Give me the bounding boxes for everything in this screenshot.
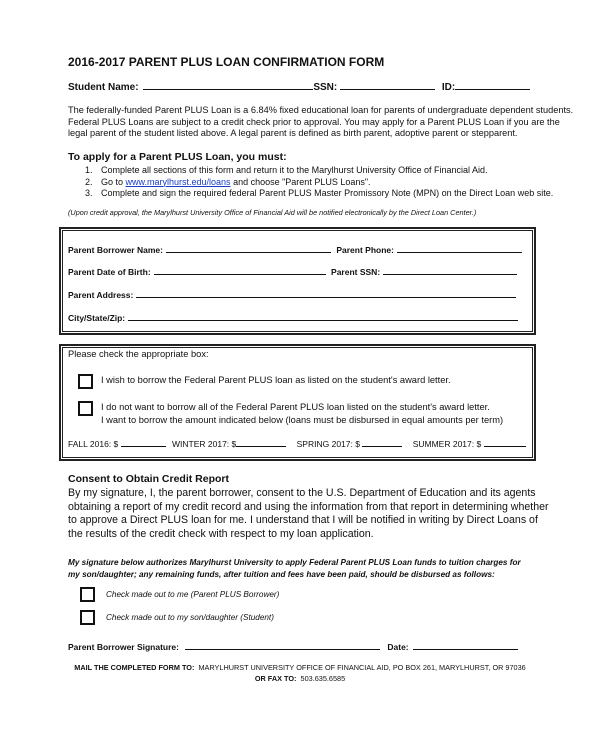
signature-field[interactable] bbox=[185, 640, 380, 650]
borrow-partial-label bbox=[101, 401, 503, 426]
signature-row bbox=[68, 640, 518, 652]
borrower-name-field[interactable] bbox=[166, 243, 331, 253]
city-label: City/State/Zip: bbox=[68, 313, 126, 323]
winter-amount-field[interactable] bbox=[236, 437, 286, 447]
parent-row-1 bbox=[68, 243, 522, 255]
fax-number: 503.635.6585 bbox=[300, 674, 346, 683]
intro-line: The federally-funded Parent PLUS Loan is a 6.84% fixed educational loan for parents of undergraduate dependent students. bbox=[68, 105, 574, 115]
check-to-parent-checkbox[interactable] bbox=[80, 587, 95, 602]
parent-address-label: Parent Address: bbox=[68, 290, 134, 300]
borrow-full-label: I wish to borrow the Federal Parent PLUS loan as listed on the student's award letter. bbox=[101, 375, 451, 385]
student-name-field[interactable] bbox=[143, 80, 313, 90]
borrower-name-label: Parent Borrower Name: bbox=[68, 245, 163, 255]
consent-line: the results of the credit check with respect to my loan application. bbox=[68, 527, 374, 540]
fall-label: FALL 2016: $ bbox=[68, 439, 119, 449]
step-text: Complete and sign the required federal Parent PLUS Master Promissory Note (MPN) on the Direct Loan web site. bbox=[101, 188, 554, 198]
step-number: 3. bbox=[85, 188, 93, 198]
mail-instructions bbox=[0, 663, 600, 672]
parent-dob-field[interactable] bbox=[154, 265, 326, 275]
borrow-partial-checkbox[interactable] bbox=[78, 401, 93, 416]
step-number: 2. bbox=[85, 176, 93, 187]
borrow-partial-line: I want to borrow the amount indicated below (loans must be disbursed in equal amounts per term) bbox=[101, 414, 504, 425]
authorization-line: my son/daughter; any remaining funds, after tuition and fees have been paid, should be disbursed as follows: bbox=[68, 569, 495, 579]
credit-note: (Upon credit approval, the Marylhurst University Office of Financial Aid will be notified electronically by the Direct Loan Center.) bbox=[68, 208, 477, 217]
step-number: 1. bbox=[85, 165, 93, 175]
step-text: Complete all sections of this form and return it to the Marylhurst University Office of Financial Aid. bbox=[101, 165, 488, 175]
intro-line: Federal PLUS Loans are subject to a credit check prior to approval. You may apply for a Parent PLUS Loan if you are the bbox=[68, 116, 560, 127]
check-to-parent-label: Check made out to me (Parent PLUS Borrower) bbox=[106, 590, 280, 599]
consent-paragraph bbox=[68, 487, 549, 541]
id-field[interactable] bbox=[455, 80, 530, 90]
parent-address-field[interactable] bbox=[136, 288, 516, 298]
date-field[interactable] bbox=[413, 640, 518, 650]
choice-prompt: Please check the appropriate box: bbox=[68, 349, 209, 359]
signature-label: Parent Borrower Signature: bbox=[68, 642, 179, 652]
step-text: and choose "Parent PLUS Loans". bbox=[230, 176, 371, 187]
consent-line: to approve a Direct PLUS loan for me. I understand that I will be notified in writing by Direct Loans of bbox=[68, 514, 538, 526]
fall-amount-field[interactable] bbox=[121, 437, 166, 447]
parent-dob-label: Parent Date of Birth: bbox=[68, 267, 151, 277]
ssn-label: SSN: bbox=[313, 82, 338, 93]
borrow-partial-line: I do not want to borrow all of the Federal Parent PLUS loan listed on the student's award letter. bbox=[101, 402, 490, 412]
parent-row-2 bbox=[68, 265, 517, 277]
check-to-student-label: Check made out to my son/daughter (Student) bbox=[106, 613, 274, 622]
parent-row-4 bbox=[68, 311, 518, 323]
step-1 bbox=[85, 165, 553, 177]
city-field[interactable] bbox=[128, 311, 518, 321]
date-label: Date: bbox=[387, 642, 409, 652]
authorization-text bbox=[68, 557, 521, 580]
summer-label: SUMMER 2017: $ bbox=[412, 439, 482, 449]
consent-heading: Consent to Obtain Credit Report bbox=[68, 473, 229, 485]
student-info-row bbox=[68, 80, 530, 93]
parent-ssn-field[interactable] bbox=[383, 265, 517, 275]
fax-instructions bbox=[0, 674, 600, 683]
parent-phone-label: Parent Phone: bbox=[336, 245, 394, 255]
step-3 bbox=[85, 188, 553, 200]
step-2 bbox=[85, 177, 553, 189]
intro-paragraph bbox=[68, 105, 573, 140]
apply-steps bbox=[85, 165, 553, 200]
loans-link[interactable]: www.marylhurst.edu/loans bbox=[125, 176, 231, 187]
id-label: ID: bbox=[441, 82, 456, 93]
apply-heading: To apply for a Parent PLUS Loan, you must: bbox=[68, 151, 287, 163]
fax-label: OR FAX TO: bbox=[254, 674, 297, 683]
student-name-label: Student Name: bbox=[68, 82, 139, 93]
mail-address: MARYLHURST UNIVERSITY OFFICE OF FINANCIAL AID, PO BOX 261, MARYLHURST, OR 97036 bbox=[198, 663, 526, 672]
consent-line: By my signature, I, the parent borrower, consent to the U.S. Department of Education and its agents bbox=[68, 487, 536, 499]
intro-line: legal parent of the student listed above. A legal parent is defined as birth parent, adoptive parent or stepparent. bbox=[68, 128, 518, 138]
consent-line: obtaining a report of my credit record and using the information from that report in determining whether bbox=[68, 500, 549, 513]
mail-label: MAIL THE COMPLETED FORM TO: bbox=[74, 663, 195, 672]
parent-phone-field[interactable] bbox=[397, 243, 522, 253]
ssn-field[interactable] bbox=[340, 80, 435, 90]
term-amounts-row bbox=[68, 437, 526, 449]
form-title: 2016-2017 PARENT PLUS LOAN CONFIRMATION FORM bbox=[68, 55, 385, 69]
parent-ssn-label: Parent SSN: bbox=[331, 267, 381, 277]
spring-label: SPRING 2017: $ bbox=[296, 439, 360, 449]
summer-amount-field[interactable] bbox=[484, 437, 526, 447]
borrow-full-checkbox[interactable] bbox=[78, 374, 93, 389]
parent-row-3 bbox=[68, 288, 516, 300]
step-text: Go to bbox=[101, 176, 126, 187]
spring-amount-field[interactable] bbox=[362, 437, 402, 447]
winter-label: WINTER 2017: $ bbox=[172, 439, 237, 449]
authorization-line: My signature below authorizes Marylhurst University to apply Federal Parent PLUS Loan funds to tuition charges for bbox=[68, 558, 521, 567]
check-to-student-checkbox[interactable] bbox=[80, 610, 95, 625]
